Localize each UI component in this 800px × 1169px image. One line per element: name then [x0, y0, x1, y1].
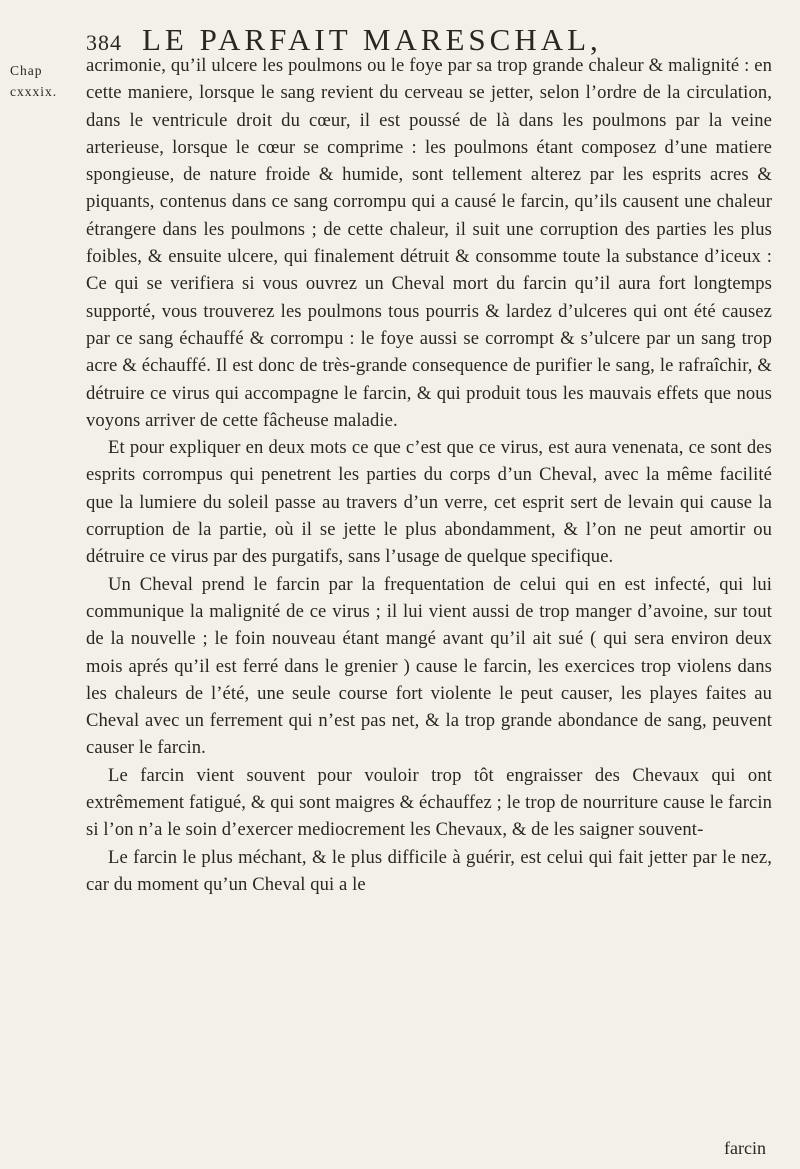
body-text	[86, 52, 772, 898]
running-title: LE PARFAIT MARESCHAL,	[142, 22, 602, 57]
paragraph: Un Cheval prend le farcin par la frequentation de celui qui en est infecté, qui lui communique la malignité de ce virus ; il lui vient aussi de trop manger d’avoine, sur tout de la nouvelle ; le foin nouveau étant mangé avant qu’il ait sué ( qui sera environ deux mois aprés qu’il est ferré dans le grenier ) cause le farcin, les exercices trop violens dans les chaleurs de l’été, une seule course fort violente le peut causer, les playes faites au Cheval avec un ferrement qui n’est pas net, & la trop grande abondance de sang, peuvent causer le farcin.	[86, 573, 772, 759]
chapter-number: cxxxix.	[10, 84, 58, 99]
catchword: farcin	[724, 1138, 766, 1158]
chapter-label: Chap	[10, 63, 43, 78]
paragraph: Le farcin vient souvent pour vouloir trop tôt engraisser des Chevaux qui ont extrêmement fatigué, & qui sont maigres & échauffez ; le trop de nourriture cause le farcin si l’on n’a le soin d’exercer mediocrement les Chevaux, & de les saigner souvent-	[86, 764, 772, 841]
paragraph: Le farcin le plus méchant, & le plus difficile à guérir, est celui qui fait jetter par le nez, car du moment qu’un Cheval qui a le	[86, 846, 772, 895]
page-number: 384	[86, 30, 122, 55]
paragraph: acrimonie, qu’il ulcere les poulmons ou le foye par sa trop grande chaleur & malignité : en cette maniere, lorsque le sang revient du cerveau se jetter, selon l’ordre de la circulation, dans le ventricule droit du cœur, il est poussé de là dans les poulmons par la veine arterieuse, lorsque le cœur se comprime : les poulmons étant composez d’une matiere spongieuse, de nature froide & humide, sont tellement alterez par les esprits acres & piquants, contenus dans ce sang corrompu qui a causé le farcin, qu’ils causent une chaleur étrangere dans les poulmons ; de cette chaleur, il suit une corruption des parties les plus foibles, & ensuite ulcere, qui finalement détruit & consomme toute la substance d’iceux : Ce qui se verifiera si vous ouvrez un Cheval mort du farcin qu’il aura fort longtemps supporté, vous trouverez les poulmons tous pourris & lardez d’ulceres qui ont été causez par ce sang échauffé & corrompu : le foye aussi se corrompt & s’ulcere par un sang trop acre & échauffé. Il est donc de très-grande consequence de purifier le sang, le rafraîchir, & détruire ce virus qui accompagne le farcin, & qui produit tous les mauvais effets que nous voyons arriver de cette fâcheuse maladie.	[86, 55, 772, 431]
paragraph: Et pour expliquer en deux mots ce que c’est que ce virus, est aura venenata, ce sont des esprits corrompus qui penetrent les parties du corps d’un Cheval, avec la même facilité que la lumiere du soleil passe au travers d’un verre, cet esprit sert de levain qui cause la corruption de la partie, où il se jette le plus abondamment, & l’on ne peut amortir ou détruire ce virus par des purgatifs, sans l’usage de quelque specifique.	[86, 437, 772, 568]
chapter-margin-note	[10, 60, 62, 102]
